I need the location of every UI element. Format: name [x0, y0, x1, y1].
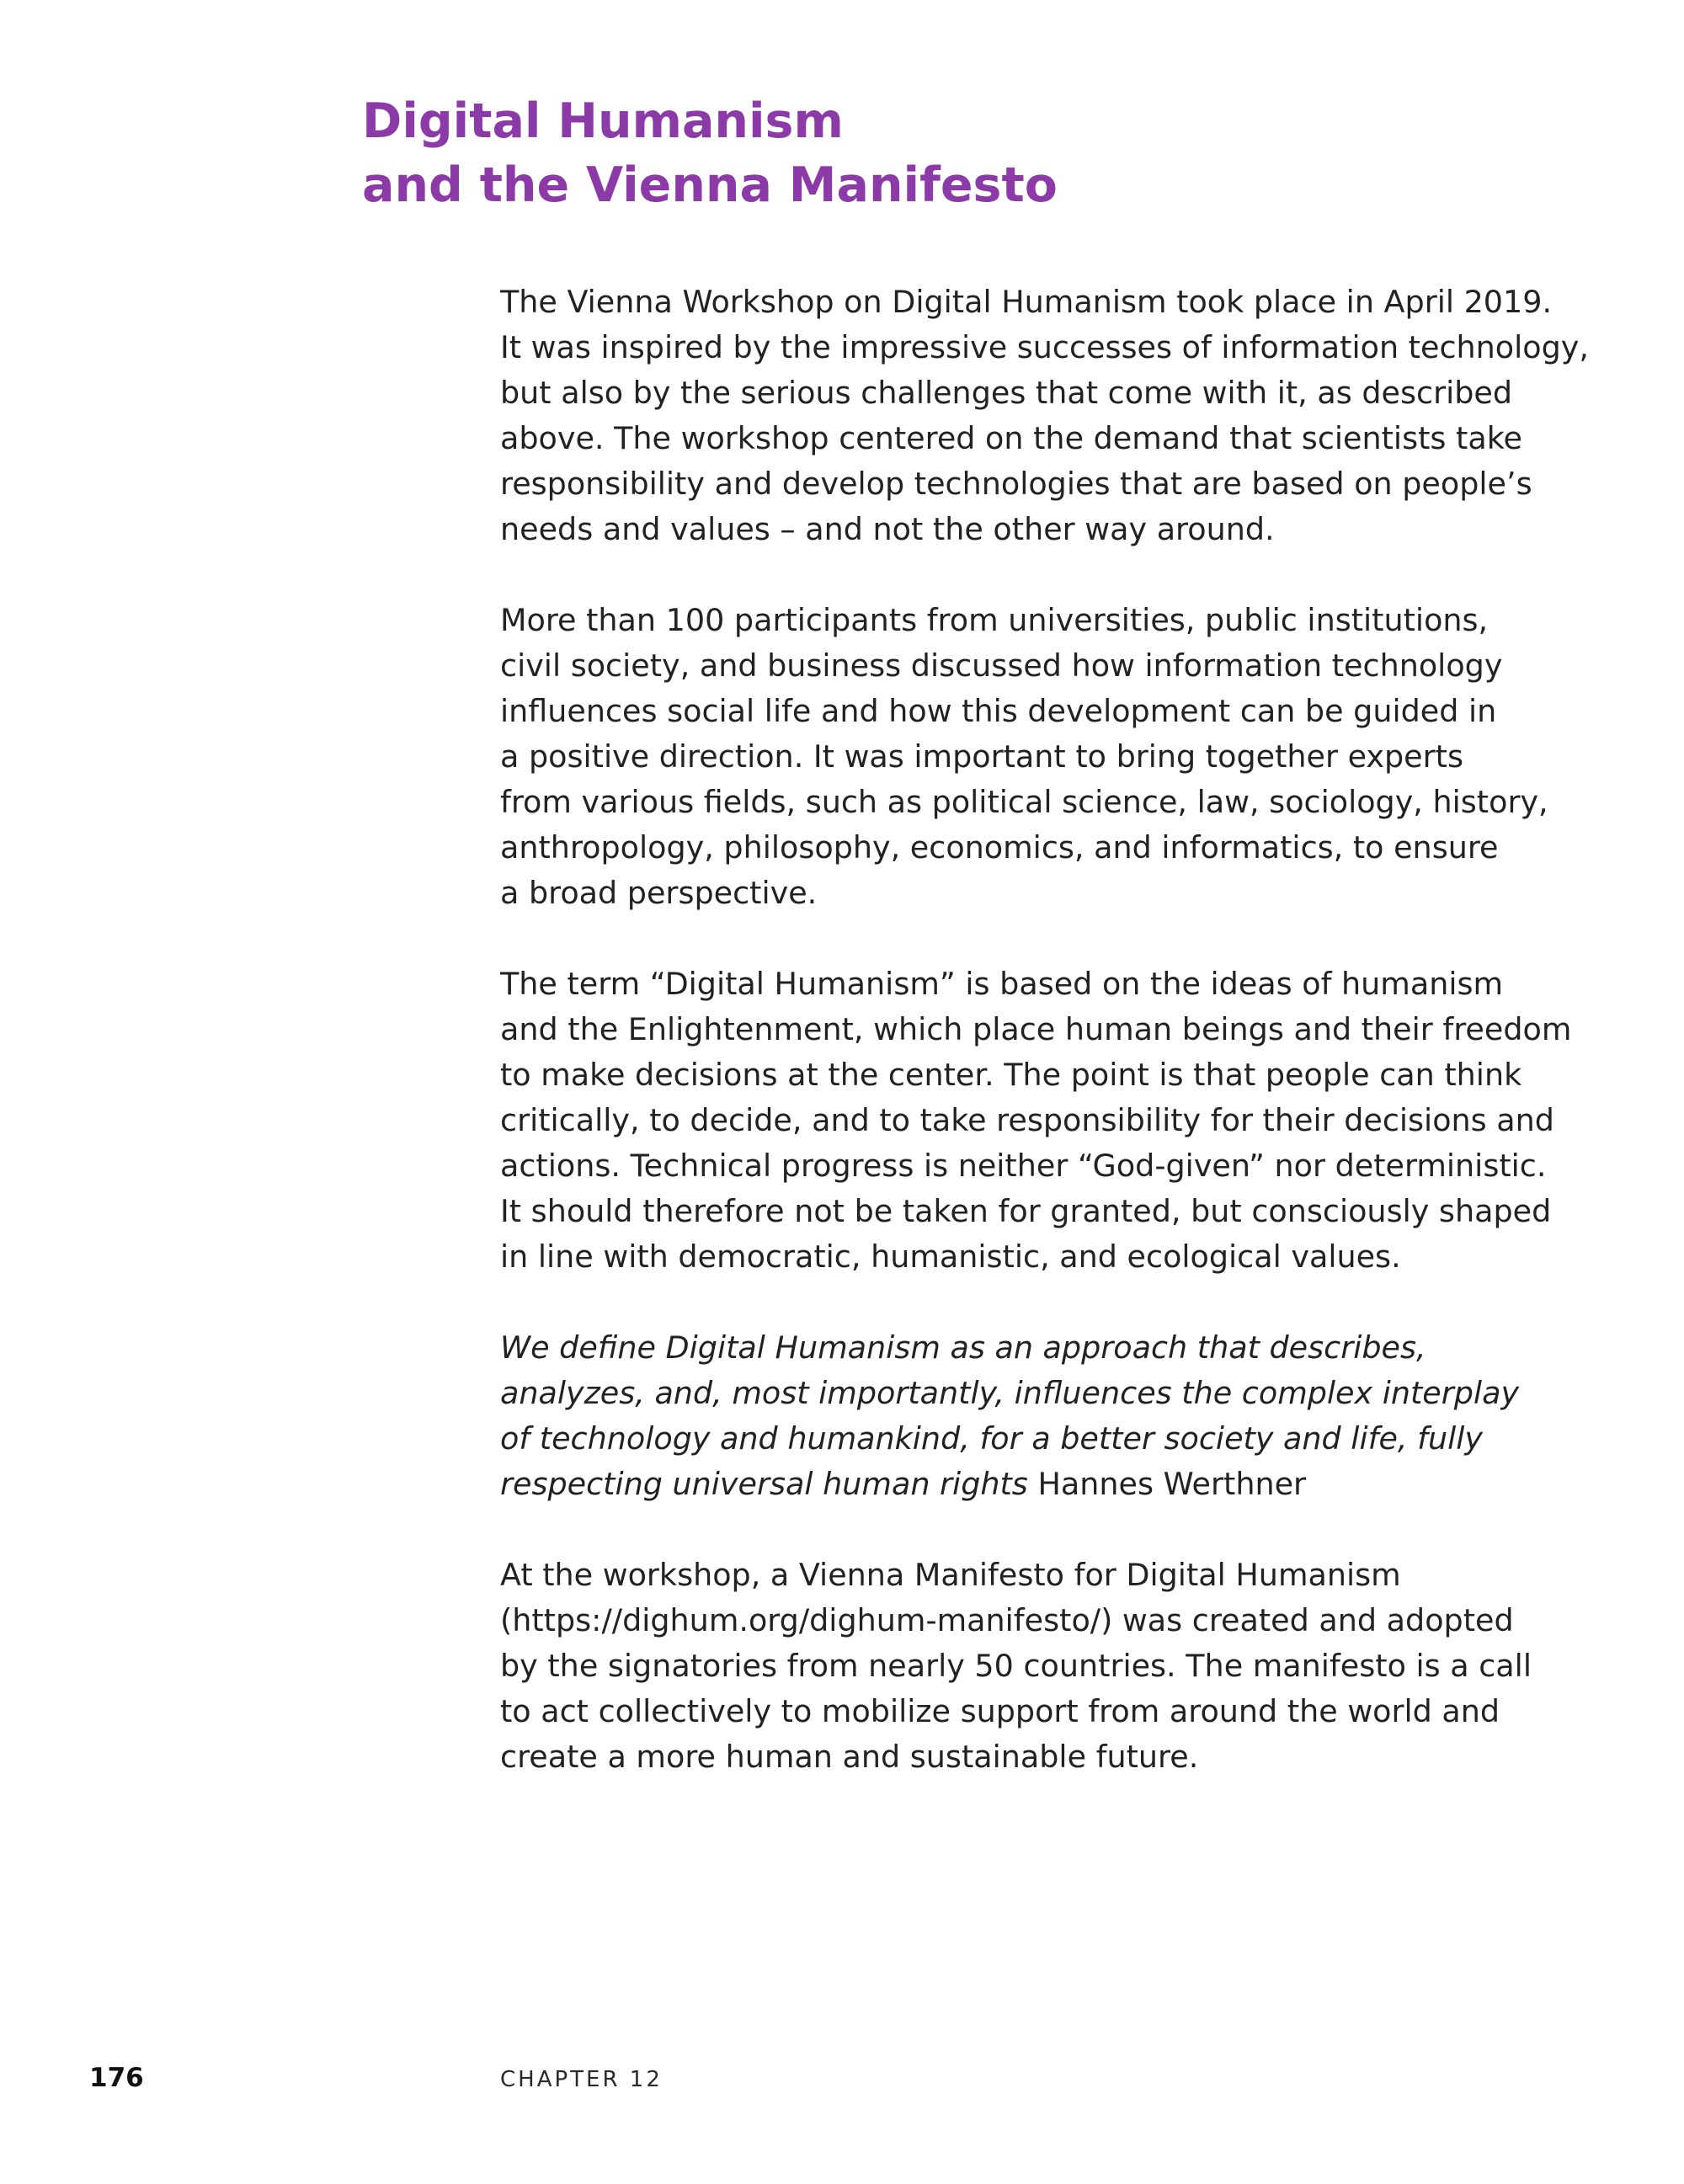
page-title — [362, 89, 1058, 217]
text-line: by the signatories from nearly 50 countries. The manifesto is a call — [500, 1648, 1532, 1684]
text-line: to make decisions at the center. The point is that people can think — [500, 1057, 1522, 1093]
text-line: anthropology, philosophy, economics, and informatics, to ensure — [500, 829, 1499, 866]
text-line: above. The workshop centered on the demand that scientists take — [500, 420, 1522, 456]
quote-attribution: Hannes Werthner — [1037, 1466, 1307, 1502]
text-line: At the workshop, a Vienna Manifesto for Digital Humanism — [500, 1557, 1401, 1593]
text-line: It should therefore not be taken for granted, but consciously shaped — [500, 1193, 1552, 1229]
text-line: (https://dighum.org/dighum-manifesto/) was created and adopted — [500, 1602, 1514, 1638]
paragraph-term — [500, 961, 1572, 1280]
text-line: The Vienna Workshop on Digital Humanism took place in April 2019. — [500, 284, 1553, 320]
chapter-label: CHAPTER 12 — [500, 2067, 663, 2092]
text-line: to act collectively to mobilize support from around the world and — [500, 1693, 1500, 1729]
text-line: a positive direction. It was important to bring together experts — [500, 738, 1463, 775]
paragraph-participants — [500, 598, 1561, 916]
paragraph-workshop — [500, 280, 1589, 552]
text-line: and the Enlightenment, which place human beings and their freedom — [500, 1011, 1572, 1047]
title-line-2: and the Vienna Manifesto — [362, 157, 1058, 213]
quote-last-line — [500, 1462, 1561, 1507]
text-line: responsibility and develop technologies that are based on people’s — [500, 466, 1532, 502]
page-number: 176 — [89, 2063, 144, 2093]
quote-line: analyzes, and, most importantly, influences the complex interplay — [500, 1375, 1520, 1411]
text-line: influences social life and how this development can be guided in — [500, 693, 1497, 729]
paragraph-manifesto — [500, 1553, 1561, 1780]
text-line: create a more human and sustainable future. — [500, 1739, 1199, 1775]
paragraph-quote — [500, 1325, 1561, 1507]
text-line: in line with democratic, humanistic, and ecological values. — [500, 1238, 1401, 1275]
text-line: critically, to decide, and to take responsibility for their decisions and — [500, 1102, 1554, 1138]
text-line: needs and values – and not the other way around. — [500, 511, 1275, 547]
text-line: actions. Technical progress is neither “God-given” nor deterministic. — [500, 1148, 1547, 1184]
quote-line: We define Digital Humanism as an approach that describes, — [500, 1329, 1426, 1366]
title-line-1: Digital Humanism — [362, 93, 844, 149]
text-line: The term “Digital Humanism” is based on the ideas of humanism — [500, 966, 1504, 1002]
text-line: More than 100 participants from universities, public institutions, — [500, 602, 1489, 638]
quote-line-italic: respecting universal human rights — [500, 1466, 1028, 1502]
text-line: a broad perspective. — [500, 875, 818, 911]
body-text — [500, 280, 1589, 1825]
text-line: It was inspired by the impressive successes of information technology, — [500, 329, 1589, 365]
text-line: from various fields, such as political science, law, sociology, history, — [500, 784, 1548, 820]
text-line: but also by the serious challenges that come with it, as described — [500, 375, 1513, 411]
text-line: civil society, and business discussed how information technology — [500, 647, 1503, 684]
quote-line: of technology and humankind, for a better society and life, fully — [500, 1420, 1483, 1457]
